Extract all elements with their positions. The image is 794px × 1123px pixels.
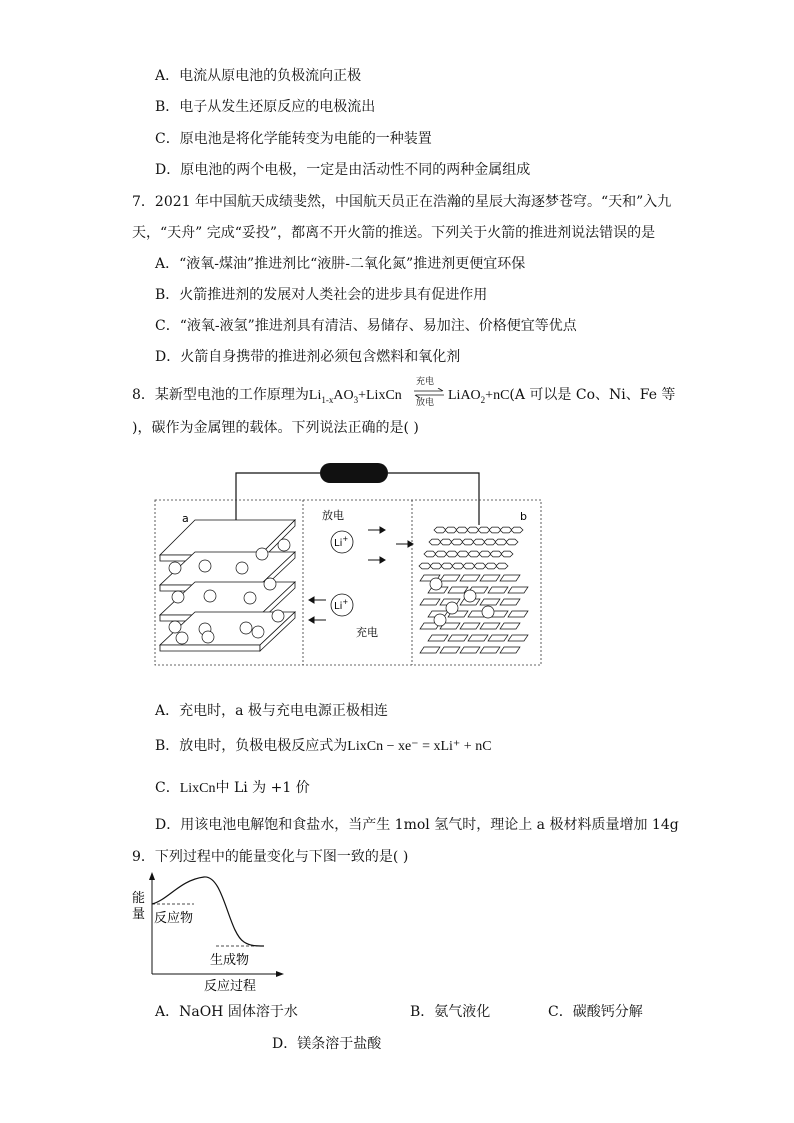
x-axis-arrow-icon <box>276 971 284 977</box>
charge-label: 充电 <box>356 626 378 639</box>
q7-stem-line2: 天，“天舟” 完成“妥投”，都离不开火箭的推送。下列关于火箭的推进剂说法错误的是 <box>132 225 656 241</box>
q7-option-d: D．火箭自身携带的推进剂必须包含燃料和氧化剂 <box>155 349 461 365</box>
q6-option-c: C．原电池是将化学能转变为电能的一种装置 <box>155 131 432 147</box>
electrode-a-label: a <box>182 512 189 525</box>
discharge-label: 放电 <box>322 509 344 522</box>
product-label: 生成物 <box>210 953 250 968</box>
q6-option-a: A．电流从原电池的负极流向正极 <box>155 68 362 84</box>
q8-stem-line2: )，碳作为金属锂的载体。下列说法正确的是( ) <box>132 420 419 436</box>
q9-option-c: C．碳酸钙分解 <box>548 1004 643 1020</box>
electrode-b-label: b <box>520 510 527 523</box>
q8-stem-prefix: 8．某新型电池的工作原理为 <box>132 387 309 403</box>
q8-option-d: D．用该电池电解饱和食盐水，当产生 1mol 氢气时，理论上 a 极材料质量增加 14g <box>155 817 679 833</box>
q9-option-b: B．氨气液化 <box>410 1004 491 1020</box>
charge-arrows <box>309 597 326 623</box>
q8-option-b: B．放电时，负极电极反应式为LixCn − xe⁻ = xLi⁺ + nC <box>155 738 492 754</box>
li-ion-discharge-label: Li+ <box>334 535 349 549</box>
y-label-2: 量 <box>132 907 146 922</box>
y-label-1: 能 <box>132 891 146 906</box>
q8-option-c-formula: LixCn <box>179 781 216 796</box>
q8-stem-suffix: (A 可以是 Co、Ni、Fe 等 <box>509 387 676 403</box>
q9-option-d: D．镁条溶于盐酸 <box>272 1036 382 1052</box>
q9-option-a: A．NaOH 固体溶于水 <box>155 1004 298 1020</box>
reactant-label: 反应物 <box>154 911 194 926</box>
q7-stem-line1: 7．2021 年中国航天成绩斐然，中国航天员正在浩瀚的星辰大海逐梦苍穹。“天和”入九 <box>132 194 672 210</box>
q9-stem: 9．下列过程中的能量变化与下图一致的是( ) <box>132 849 409 865</box>
q8-option-b-equation: LixCn − xe⁻ = xLi⁺ + nC <box>347 739 492 754</box>
q8-option-a: A．充电时，a 极与充电电源正极相连 <box>155 703 388 719</box>
q8-arrow-discharge-label: 放电 <box>416 398 435 408</box>
q8-stem-line1 <box>132 385 402 410</box>
li-ion-charge-label: Li+ <box>334 598 349 612</box>
q8-equation-right: LiAO$_2$+nC <box>448 388 510 405</box>
battery-diagram <box>150 460 550 670</box>
q8-reversible-arrow <box>412 377 446 407</box>
energy-graph <box>128 872 298 992</box>
q8-equation-left: $Li_{1-x}AO_3+LixCn$ <box>308 388 402 405</box>
q8-arrow-icon <box>412 388 446 398</box>
q6-option-b: B．电子从发生还原反应的电极流出 <box>155 99 376 115</box>
electrode-b-graphite <box>419 527 528 653</box>
wire-right <box>388 473 479 525</box>
q7-option-c: C．“液氧-液氢”推进剂具有清洁、易储存、易加注、价格便宜等优点 <box>155 318 577 334</box>
q8-stem-line1-right <box>448 385 675 410</box>
x-label: 反应过程 <box>204 979 257 992</box>
power-source-icon <box>320 463 388 483</box>
q7-option-a: A．“液氧-煤油”推进剂比“液肼-二氧化氮”推进剂更便宜环保 <box>155 256 526 272</box>
wire-left <box>236 473 320 520</box>
q8-option-c: C．LixCn中 Li 为 +1 价 <box>155 780 310 796</box>
q7-option-b: B．火箭推进剂的发展对人类社会的进步具有促进作用 <box>155 287 488 303</box>
y-axis-arrow-icon <box>149 872 155 880</box>
q8-arrow-charge-label: 充电 <box>416 377 435 387</box>
discharge-arrows <box>368 527 413 563</box>
q6-option-d: D．原电池的两个电极，一定是由活动性不同的两种金属组成 <box>155 162 531 178</box>
